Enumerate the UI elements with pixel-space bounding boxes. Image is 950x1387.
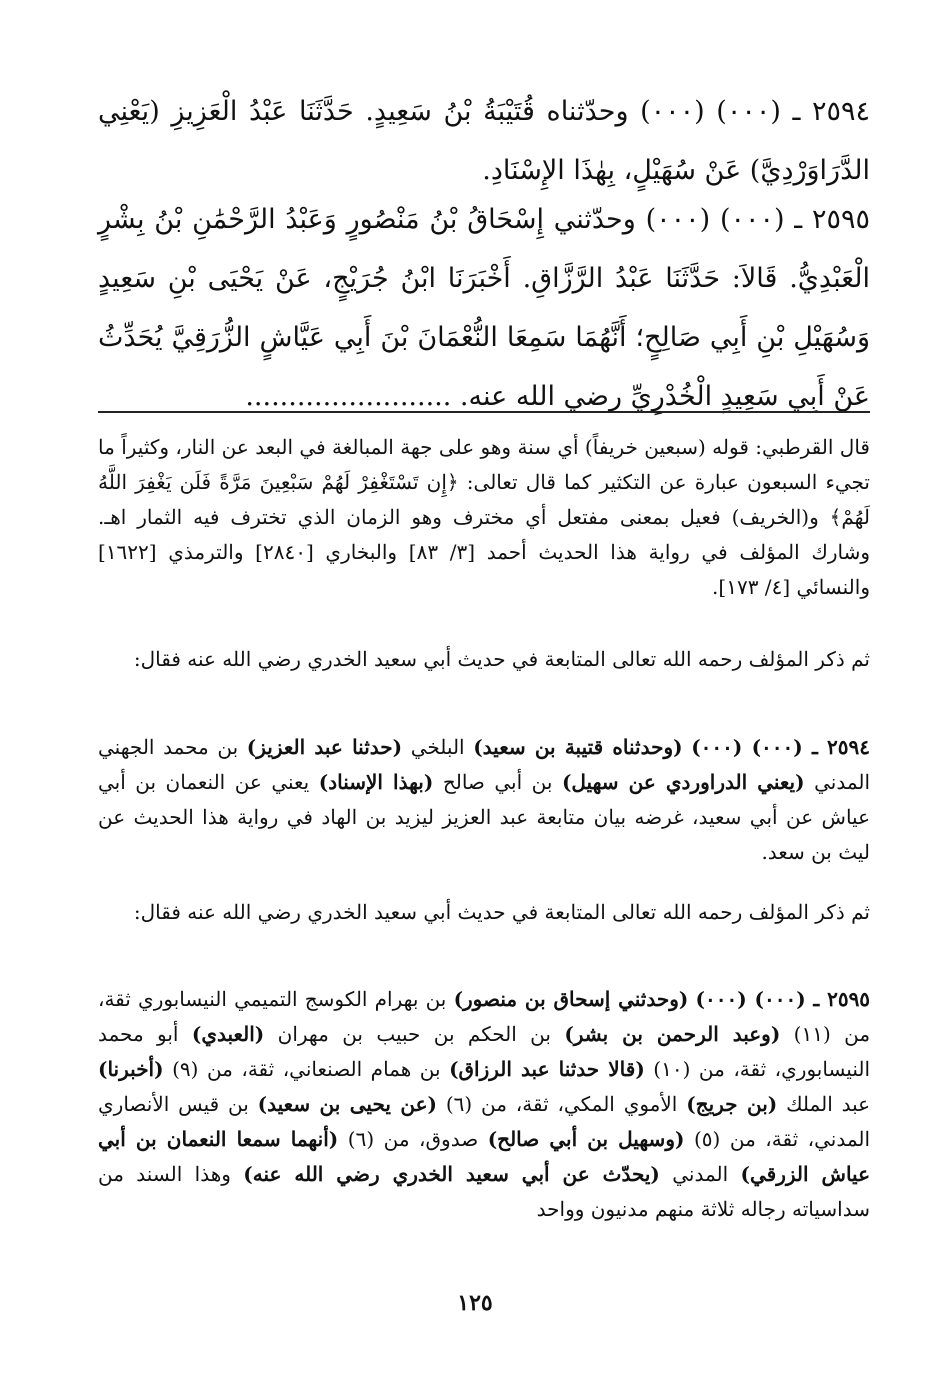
- quoted-text: (يحدّث عن أبي سعيد الخدري رضي الله عنه): [243, 1162, 660, 1186]
- gloss-text: يعني عن النعمان بن أبي عياش عن أبي سعيد، غرضه بيان متابعة عبد العزيز ليزيد بن الهاد في رواية هذا الحديث عن ليث بن سعد.: [98, 770, 870, 864]
- hadith-number: ٢٥٩٤ ـ (٠٠٠) (٠٠٠): [640, 96, 870, 127]
- gloss-text: بن قيس الأنصاري المدني، ثقة، من (٥): [98, 1092, 871, 1151]
- gloss-text: البلخي: [410, 735, 465, 759]
- quoted-text: (أنهما سمعا النعمان بن أبي عياش الزرقي): [98, 1127, 871, 1186]
- commentary-transition-2: ثم ذكر المؤلف رحمه الله تعالى المتابعة في حديث أبي سعيد الخدري رضي الله عنه فقال:: [133, 900, 870, 924]
- footnote-divider: [98, 411, 870, 413]
- commentary-number: ٢٥٩٥ ـ (٠٠٠) (٠٠٠): [695, 987, 871, 1011]
- gloss-text: الأموي المكي، ثقة، من (٦): [445, 1092, 678, 1116]
- gloss-text: وهذا السند من سداسياته رجاله ثلاثة منهم مدنيون وواحد: [98, 1162, 870, 1221]
- gloss-text: عبد الملك: [786, 1092, 871, 1116]
- quoted-text: (يعني الدراوردي عن سهيل): [561, 770, 805, 794]
- hadith-text: وحدّثناه قُتَيْبَةُ بْنُ سَعِيدٍ. حَدَّثَنَا عَبْدُ الْعَزِيزِ (يَعْنِي الدَّرَاوَرْدِيَّ) عَنْ سُهَيْلٍ، بِهٰذَا الإِسْنَادِ.: [98, 96, 870, 186]
- quoted-text: (وسهيل بن أبي صالح): [487, 1127, 685, 1151]
- quoted-text: (عن يحيى بن سعيد): [257, 1092, 437, 1116]
- hadith-number: ٢٥٩٥ ـ (٠٠٠) (٠٠٠): [645, 204, 871, 235]
- quoted-text: (بن جريج): [686, 1092, 778, 1116]
- hadith-2594: [98, 82, 870, 200]
- gloss-text: بن همام الصنعاني، ثقة، من (٩): [172, 1057, 441, 1081]
- commentary-qurtubi: قال القرطبي: قوله (سبعين خريفاً) أي سنة وهو على جهة المبالغة في البعد عن النار، وكثيراً ما تجيء السبعون عبارة عن التكثير كما قال تعالى: ﴿إِن تَسْتَغْفِرْ لَهُمْ سَبْعِينَ مَرَّةً فَلَن يَغْفِرَ اللَّهُ لَهُمْ﴾ و(الخريف) فعيل بمعنى مفتعل أي مخترف وهو الزمان الذي تخترف فيه الثمار اهـ. وشارك المؤلف في رواية هذا الحديث أحمد [٣/ ٨٣] والبخاري [٢٨٤٠] والترمذي [١٦٢٢] والنسائي [٤/ ١٧٣].: [98, 435, 870, 599]
- gloss-text: المدني: [672, 1162, 729, 1186]
- quoted-text: (وعبد الرحمن بن بشر): [564, 1022, 781, 1046]
- gloss-text: صدوق، من (٦): [347, 1127, 479, 1151]
- gloss-text: بن الحكم بن حبيب بن مهران: [277, 1022, 551, 1046]
- quoted-text: (وحدثني إسحاق بن منصور): [453, 987, 689, 1011]
- quoted-text: (وحدثناه قتيبة بن سعيد): [473, 735, 683, 759]
- quoted-text: (قالا حدثنا عبد الرزاق): [449, 1057, 645, 1081]
- quoted-text: (بهذا الإسناد): [318, 770, 434, 794]
- gloss-text: بن أبي صالح: [442, 770, 553, 794]
- gloss-text: بن بهرام الكوسج التميمي النيسابوري ثقة، من (١١): [98, 987, 871, 1046]
- page-number: ١٢٥: [457, 1290, 493, 1316]
- quoted-text: (العبدي): [191, 1022, 265, 1046]
- commentary-2594: [98, 730, 870, 870]
- hadith-text: وحدّثني إِسْحَاقُ بْنُ مَنْصُورٍ وَعَبْدُ الرَّحْمَٰنِ بْنُ بِشْرٍ الْعَبْدِيُّ. قَالاَ: حَدَّثَنَا عَبْدُ الرَّزَّاقِ. أَخْبَرَنَا ابْنُ جُرَيْجٍ، عَنْ يَحْيَى بْنِ سَعِيدٍ وَسُهَيْلِ بْنِ أَبِي صَالِحٍ؛ أَنَّهُمَا سَمِعَا النُّعْمَانَ بْنَ أَبِي عَيَّاشٍ الزُّرَقِيَّ يُحَدِّثُ عَنْ أَبِي سَعِيدٍ الْخُدْرِيِّ رضي الله عنه.: [98, 204, 870, 412]
- gloss-text: أبو محمد النيسابوري، ثقة، من (١٠): [98, 1022, 871, 1081]
- commentary-transition-1: ثم ذكر المؤلف رحمه الله تعالى المتابعة في حديث أبي سعيد الخدري رضي الله عنه فقال:: [133, 647, 870, 671]
- commentary-2595: [98, 982, 870, 1227]
- hadith-2595: [98, 190, 870, 426]
- gloss-text: بن محمد الجهني المدني: [98, 735, 871, 794]
- quoted-text: (أخبرنا): [98, 1057, 164, 1081]
- commentary-number: ٢٥٩٤ ـ (٠٠٠) (٠٠٠): [691, 735, 870, 759]
- quoted-text: (حدثنا عبد العزيز): [246, 735, 403, 759]
- ellipsis-dots: ........................: [245, 381, 452, 412]
